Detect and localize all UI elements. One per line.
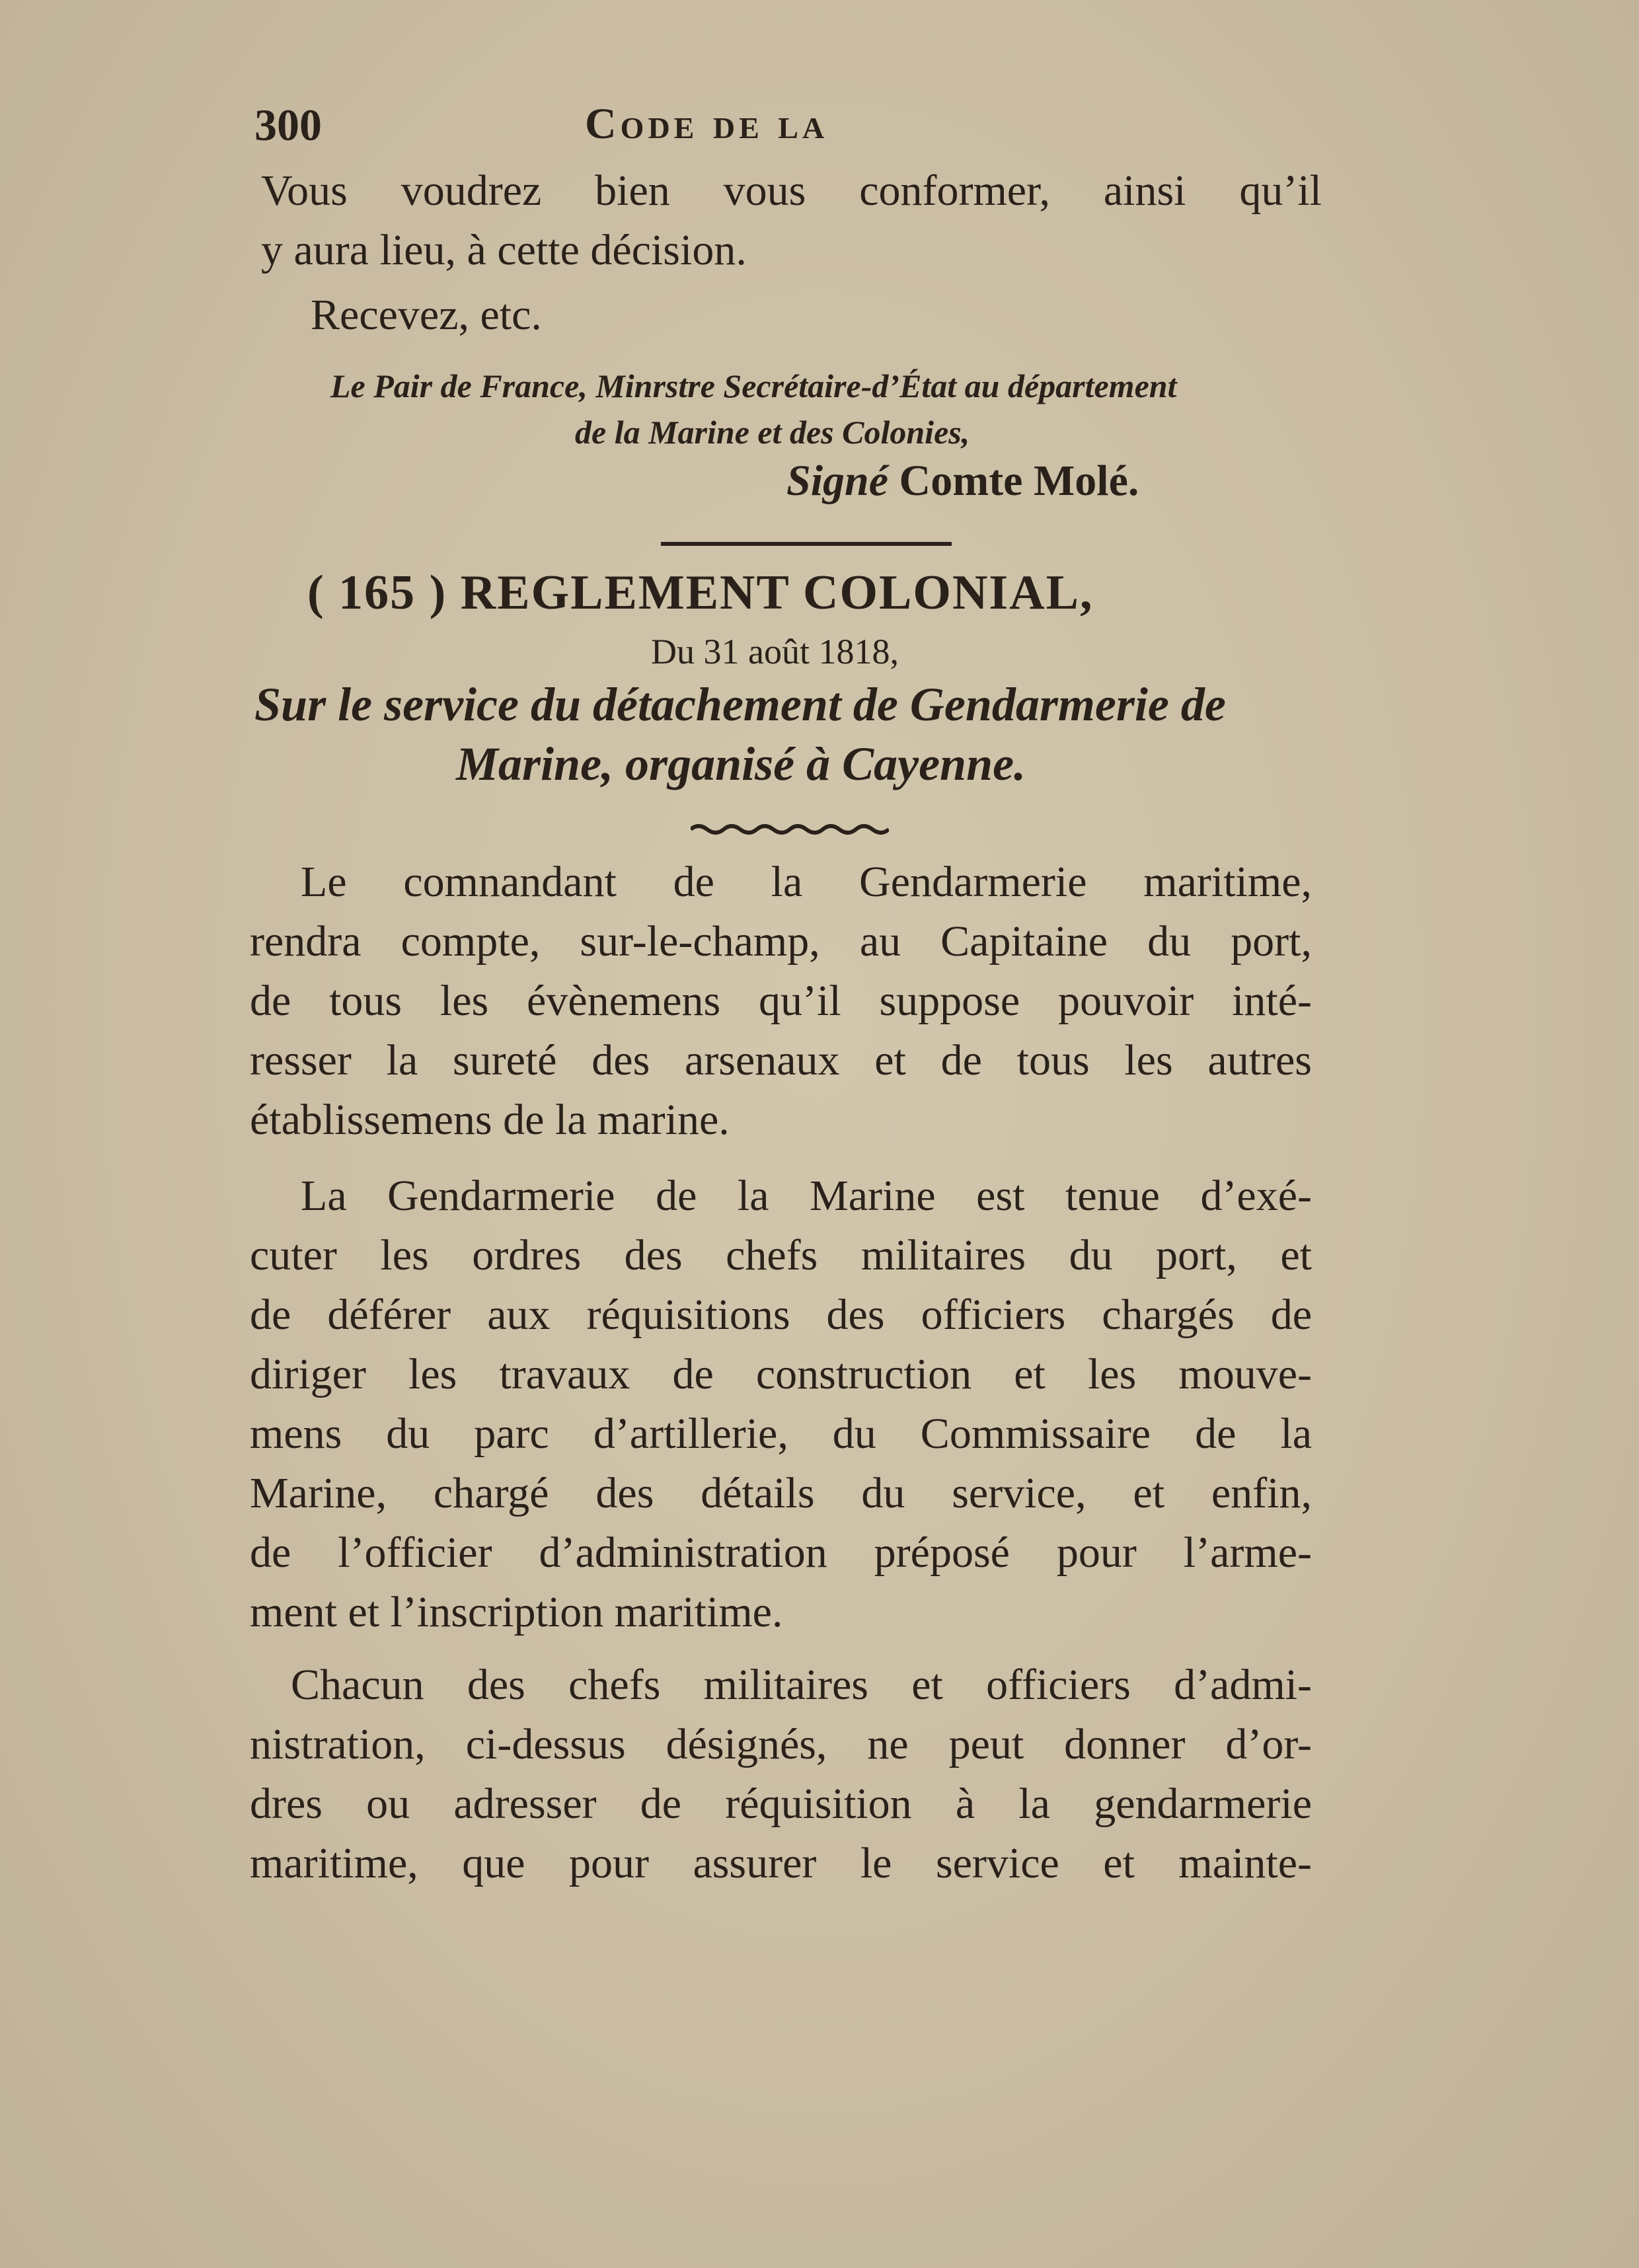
paragraph-3-line-3: dres ou adresser de réquisition à la gendarmerie	[250, 1780, 1312, 1828]
closing-salutation: Recevez, etc.	[311, 291, 542, 339]
paragraph-1-line-2: rendra compte, sur-le-champ, au Capitaine du port,	[250, 917, 1312, 965]
paragraph-2-line-1: La Gendarmerie de la Marine est tenue d’exé-	[301, 1172, 1312, 1220]
signature-line-1: Le Pair de France, Minrstre Secrétaire-d’État au département	[330, 367, 1177, 404]
section-title: ( 165 ) REGLEMENT COLONIAL,	[307, 566, 1094, 620]
signature-line-2: de la Marine et des Colonies,	[575, 414, 970, 451]
signed-word: Signé	[786, 457, 889, 505]
paragraph-3-line-1: Chacun des chefs militaires et officiers d’admi-	[291, 1661, 1312, 1709]
paragraph-2-line-3: de déférer aux réquisitions des officiers chargés de	[250, 1291, 1312, 1339]
paragraph-1-line-5: établissemens de la marine.	[250, 1096, 730, 1144]
paragraph-2-line-6: Marine, chargé des détails du service, et enfin,	[250, 1469, 1312, 1517]
ornamental-wavy-rule	[691, 823, 889, 836]
paragraph-2-line-7: de l’officier d’administration préposé pour l’arme-	[250, 1529, 1312, 1577]
paragraph-3-line-2: nistration, ci-dessus désignés, ne peut donner d’or-	[250, 1720, 1312, 1768]
paragraph-1-line-4: resser la sureté des arsenaux et de tous les autres	[250, 1036, 1312, 1084]
section-subtitle-line-1: Sur le service du détachement de Gendarmerie de	[254, 678, 1226, 731]
running-title: Code de la	[585, 100, 829, 148]
paragraph-3-line-4: maritime, que pour assurer le service et mainte-	[250, 1839, 1312, 1887]
opening-line-1: Vous voudrez bien vous conformer, ainsi qu’il	[261, 167, 1322, 215]
section-date: Du 31 août 1818,	[651, 632, 899, 671]
paragraph-2-line-2: cuter les ordres des chefs militaires du port, et	[250, 1231, 1312, 1279]
section-subtitle-line-2: Marine, organisé à Cayenne.	[456, 737, 1026, 790]
page-number: 300	[254, 100, 322, 150]
paragraph-1-line-3: de tous les évènemens qu’il suppose pouvoir inté-	[250, 977, 1312, 1025]
paragraph-1-line-1: Le comnandant de la Gendarmerie maritime,	[301, 858, 1312, 906]
signatory-name: Comte Molé.	[899, 457, 1139, 505]
opening-line-2: y aura lieu, à cette décision.	[261, 226, 747, 274]
paragraph-2-line-4: diriger les travaux de construction et les mouve-	[250, 1350, 1312, 1398]
paragraph-2-line-5: mens du parc d’artillerie, du Commissaire de la	[250, 1410, 1312, 1458]
section-divider	[661, 542, 952, 546]
signed-line	[786, 456, 1139, 506]
running-head	[254, 99, 1285, 152]
paragraph-2-line-8: ment et l’inscription maritime.	[250, 1588, 783, 1636]
